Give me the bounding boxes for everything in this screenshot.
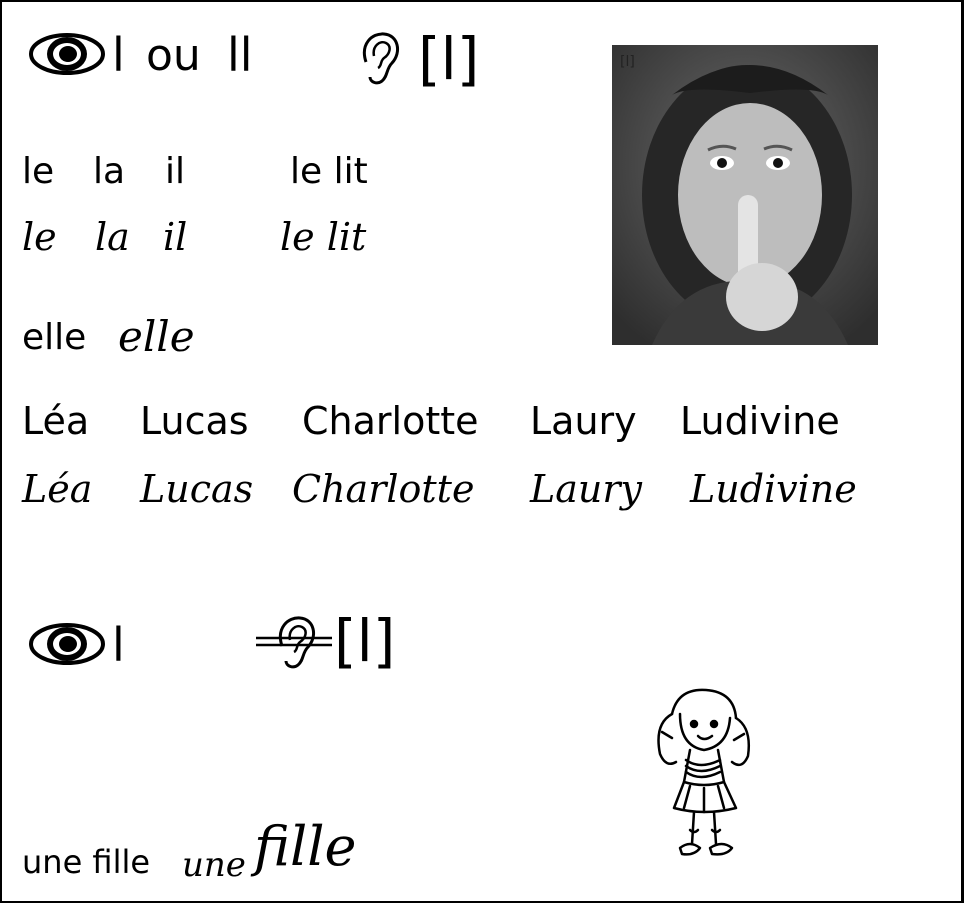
phoneme-label-2: [l] [334,607,396,675]
grapheme-l-2: l [112,618,125,672]
name-charlotte: Charlotte [302,399,479,443]
phoneme-label: [l] [418,25,480,93]
cursive-fille: fille [254,815,357,878]
word-elle: elle [22,317,87,358]
photo-corner-label: [l] [620,54,635,70]
name-laury: Laury [530,399,637,443]
name-lucas: Lucas [140,399,249,443]
word-le-lit: le lit [290,151,368,192]
cursive-name-lucas: Lucas [140,467,254,511]
cursive-elle: elle [118,312,195,361]
crossed-ear-icon [254,614,334,672]
cursive-name-charlotte: Charlotte [292,467,475,511]
name-lea: Léa [22,399,90,443]
word-il: il [165,151,186,192]
word-le: le [22,151,55,192]
cursive-il: il [163,215,188,259]
cursive-le-lit: le lit [280,215,367,259]
cursive-une: une [182,845,246,885]
cursive-name-lea: Léa [22,467,93,511]
photo-girl-silence [612,45,878,345]
cursive-name-laury: Laury [530,467,642,511]
ear-icon [358,30,402,86]
eye-icon [28,622,106,666]
word-la: la [93,151,126,192]
grapheme-ll: ll [227,28,253,82]
cursive-le: le [22,215,57,259]
grapheme-l: l [112,28,125,82]
cartoon-girl-illustration [650,684,755,866]
eye-icon [28,32,106,76]
cursive-name-ludivine: Ludivine [690,467,857,511]
name-ludivine: Ludivine [680,399,840,443]
word-une-fille: une fille [22,843,151,881]
cursive-la: la [95,215,130,259]
connector-ou: ou [146,30,201,81]
